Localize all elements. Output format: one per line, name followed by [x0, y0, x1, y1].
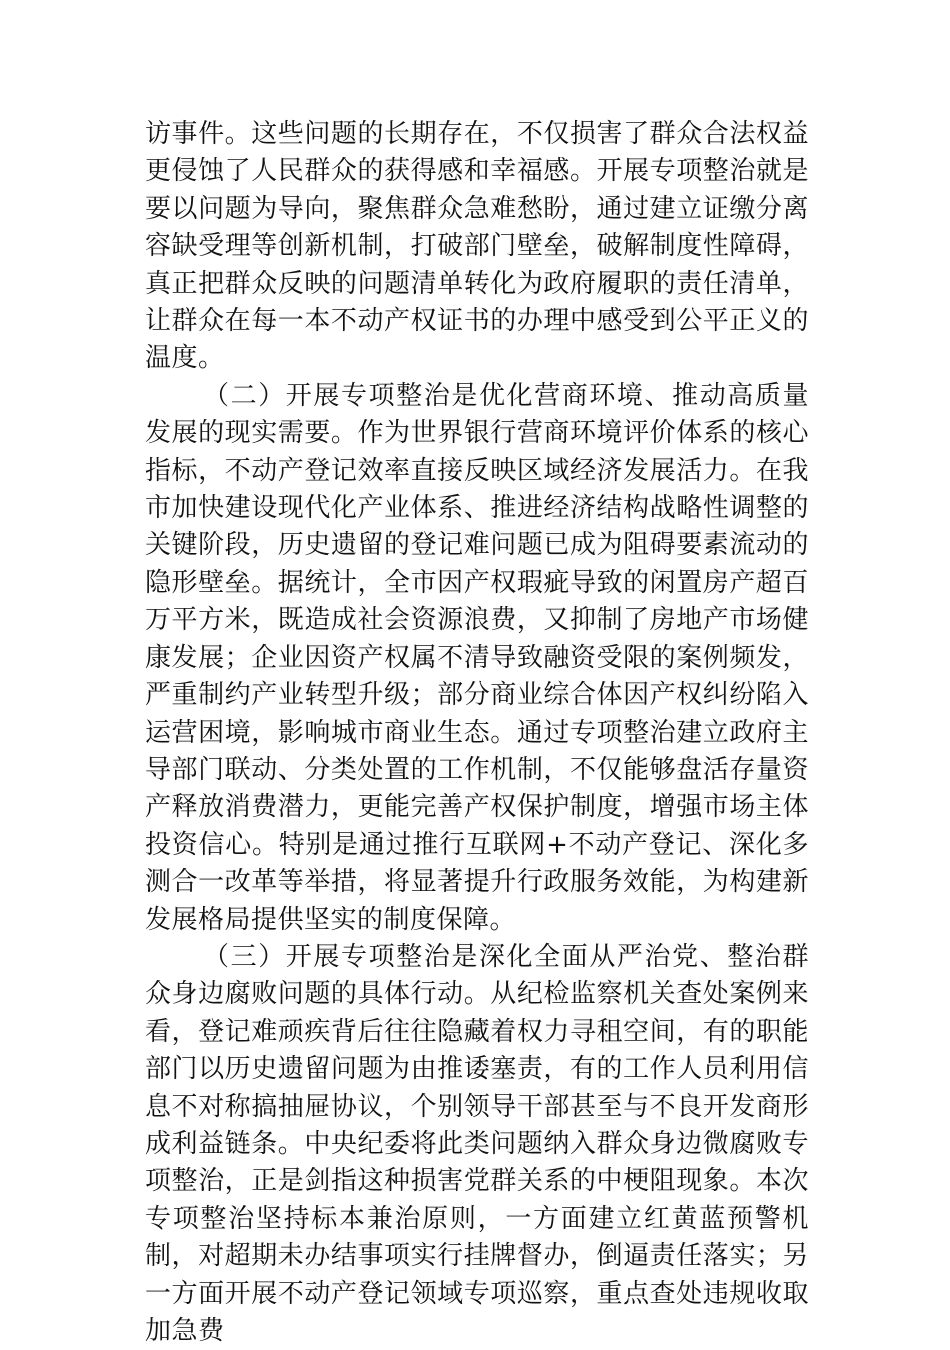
- paragraph-section-3: （三）开展专项整治是深化全面从严治党、整治群众身边腐败问题的具体行动。从纪检监察机关查处案例来看，登记难顽疾背后往往隐藏着权力寻租空间，有的职能部门以历史遗留问题为由推诿塞责，有的工作人员利用信息不对称搞抽屉协议，个别领导干部甚至与不良开发商形成利益链条。中央纪委将此类问题纳入群众身边微腐败专项整治，正是剑指这种损害党群关系的中梗阻现象。本次专项整治坚持标本兼治原则，一方面建立红黄蓝预警机制，对超期未办结事项实行挂牌督办，倒逼责任落实；另一方面开展不动产登记领域专项巡察，重点查处违规收取加急费: [145, 941, 809, 1346]
- paragraph-section-2: （二）开展专项整治是优化营商环境、推动高质量发展的现实需要。作为世界银行营商环境评价体系的核心指标，不动产登记效率直接反映区域经济发展活力。在我市加快建设现代化产业体系、推进经济结构战略性调整的关键阶段，历史遗留的登记难问题已成为阻碍要素流动的隐形壁垒。据统计，全市因产权瑕疵导致的闲置房产超百万平方米，既造成社会资源浪费，又抑制了房地产市场健康发展；企业因资产权属不清导致融资受限的案例频发，严重制约产业转型升级；部分商业综合体因产权纠纷陷入运营困境，影响城市商业生态。通过专项整治建立政府主导部门联动、分类处置的工作机制，不仅能够盘活存量资产释放消费潜力，更能完善产权保护制度，增强市场主体投资信心。特别是通过推行互联网+不动产登记、深化多测合一改革等举措，将显著提升行政服务效能，为构建新发展格局提供坚实的制度保障。: [145, 380, 809, 935]
- document-page: [145, 116, 809, 1350]
- paragraph-continuation: 访事件。这些问题的长期存在，不仅损害了群众合法权益更侵蚀了人民群众的获得感和幸福感。开展专项整治就是要以问题为导向，聚焦群众急难愁盼，通过建立证缴分离容缺受理等创新机制，打破部门壁垒，破解制度性障碍，真正把群众反映的问题清单转化为政府履职的责任清单，让群众在每一本不动产权证书的办理中感受到公平正义的温度。: [145, 119, 809, 374]
